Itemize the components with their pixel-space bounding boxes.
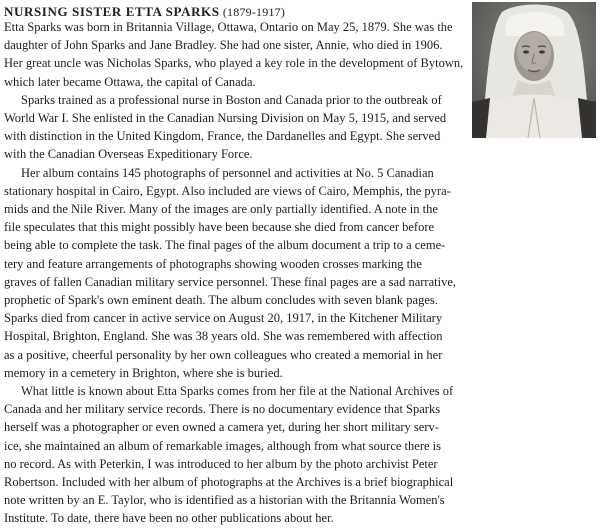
text-line: prophetic of Spark's own eminent death. The album concludes with seven blank pages.	[4, 293, 438, 308]
paragraph	[4, 91, 600, 164]
text-line: Etta Sparks was born in Britannia Village, Ottawa, Ontario on May 25, 1879. She was the	[4, 20, 453, 34]
paragraph	[4, 382, 600, 528]
text-line: note written by an E. Taylor, who is identified as a historian with the Britannia Women's	[4, 493, 445, 508]
paragraph	[4, 18, 600, 91]
text-line: Sparks trained as a professional nurse in Boston and Canada prior to the outbreak of	[21, 92, 442, 107]
article-body	[4, 18, 600, 528]
text-line: What little is known about Etta Sparks comes from her file at the National Archives of	[21, 384, 454, 399]
text-line: World War I. She enlisted in the Canadian Nursing Division on May 5, 1915, and served	[4, 111, 447, 126]
text-line: Her great uncle was Nicholas Sparks, who played a key role in the development of Bytown,	[4, 56, 464, 71]
text-line: daughter of John Sparks and Jane Bradley. She had one sister, Annie, who died in 1906.	[4, 38, 443, 53]
text-line: file speculates that this might possibly have been because she died from cancer before	[4, 220, 435, 235]
text-line: Canada and her military service records. There is no documentary evidence that Sparks	[4, 402, 441, 417]
text-line: with the Canadian Overseas Expeditionary Force.	[4, 147, 253, 162]
text-line: with distinction in the United Kingdom, France, the Dardanelles and Egypt. She served	[4, 129, 441, 144]
heading-dates: (1879-1917)	[222, 5, 286, 19]
text-line: stationary hospital in Cairo, Egypt. Also included are views of Cairo, Memphis, the pyra-	[4, 183, 451, 198]
text-line: graves of fallen Canadian military service personnel. These final pages are a sad narrative,	[4, 274, 457, 289]
text-line: which later became Ottawa, the capital of Canada.	[4, 74, 256, 89]
text-line: memory in a cemetery in Brighton, where she is buried.	[4, 365, 283, 380]
text-line: herself was a photographer or even owned a camera yet, during her short military serv-	[4, 420, 439, 435]
text-line: Hospital, Brighton, England. She was 38 years old. She was remembered with affection	[4, 329, 443, 344]
text-line: tery and feature arrangements of photographs showing wooden crosses marking the	[4, 256, 422, 271]
text-line: Robertson. Included with her album of photographs at the Archives is a brief biographical	[4, 475, 454, 490]
heading-name: NURSING SISTER ETTA SPARKS	[4, 4, 220, 19]
text-line: Sparks died from cancer in active service on August 20, 1917, in the Kitchener Military	[4, 311, 443, 326]
paragraph	[4, 164, 600, 382]
text-line: Her album contains 145 photographs of personnel and activities at No. 5 Canadian	[21, 165, 434, 180]
text-line: as a positive, cheerful personality by her own colleagues who created a memorial in her	[4, 347, 443, 362]
text-line: Institute. To date, there have been no other publications about her.	[4, 511, 334, 526]
text-line: mids and the Nile River. Many of the images are only partially identified. A note in the	[4, 202, 438, 217]
text-line: no record. As with Peterkin, I was introduced to her album by the photo archivist Peter	[4, 456, 438, 471]
text-line: ice, she maintained an album of remarkable images, although from what source there is	[4, 438, 441, 453]
text-line: being able to complete the task. The final pages of the album document a trip to a ceme-	[4, 238, 446, 253]
